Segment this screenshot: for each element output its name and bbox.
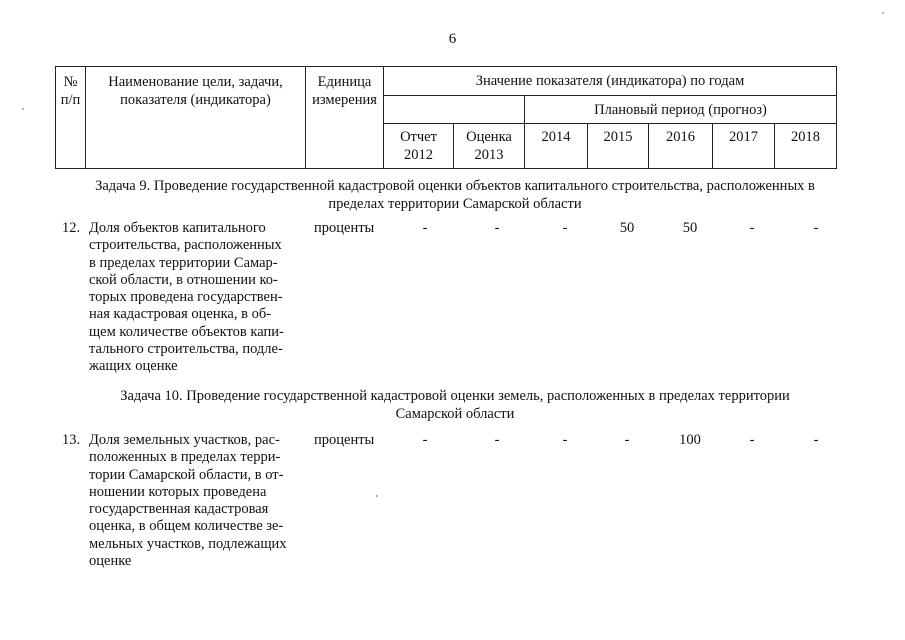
value-cell: - [494, 432, 500, 448]
scan-speck [376, 495, 378, 497]
header-empty-cell [384, 96, 525, 124]
task-10-heading: Задача 10. Проведение государственной кадастровой оценки земель, расположенных в пределах территории Самарской области [120, 388, 790, 422]
scan-speck [22, 108, 24, 110]
value-cell: - [749, 220, 755, 236]
value-cell: - [624, 432, 630, 448]
value-cell: 100 [679, 432, 701, 448]
indicator-description: Доля земельных участков, рас- положенных в пределах терри- тории Самарской области, в от- ношении которых проведена государственная кадастровая оценка, в общем количестве зе- мельных участков, подлежащих оценке [89, 432, 287, 570]
value-cell: - [813, 432, 819, 448]
unit-value: проценты [314, 220, 375, 236]
value-cell: - [562, 220, 568, 236]
scan-speck [882, 12, 884, 14]
header-values-title: Значение показателя (индикатора) по годам [384, 67, 837, 96]
value-cell: - [494, 220, 500, 236]
page-number: 6 [448, 31, 457, 47]
indicator-description: Доля объектов капитального строительства, расположенных в пределах территории Самар- ской области, в отношении ко- торых проведена государствен- ная кадастровая оценка, в об- щем количестве объектов капи- тального строительства, подле- жащих оценке [89, 220, 284, 375]
value-cell: 50 [619, 220, 635, 236]
header-year-cell: 2015 [588, 124, 649, 169]
header-cell-name: Наименование цели, задачи, показателя (индикатора) [86, 67, 306, 169]
header-year-cell: 2017 [713, 124, 775, 169]
value-cell: - [422, 432, 428, 448]
header-year-cell: 2014 [525, 124, 588, 169]
header-cell-number: № п/п [56, 67, 86, 169]
value-cell: - [813, 220, 819, 236]
header-planned-period: Плановый период (прогноз) [525, 96, 837, 124]
indicator-table-header [55, 66, 837, 169]
header-year-cell: 2016 [649, 124, 713, 169]
value-cell: - [749, 432, 755, 448]
row-number: 13. [62, 432, 81, 448]
value-cell: - [562, 432, 568, 448]
value-cell: - [422, 220, 428, 236]
header-year-cell: Оценка 2013 [454, 124, 525, 169]
header-cell-unit: Единица измерения [306, 67, 384, 169]
header-year-cell: Отчет 2012 [384, 124, 454, 169]
unit-value: проценты [314, 432, 375, 448]
task-9-heading: Задача 9. Проведение государственной кадастровой оценки объектов капитального строительства, расположенных в пределах территории Самарской области [95, 178, 815, 212]
row-number: 12. [62, 220, 81, 236]
value-cell: 50 [682, 220, 698, 236]
header-year-cell: 2018 [775, 124, 837, 169]
